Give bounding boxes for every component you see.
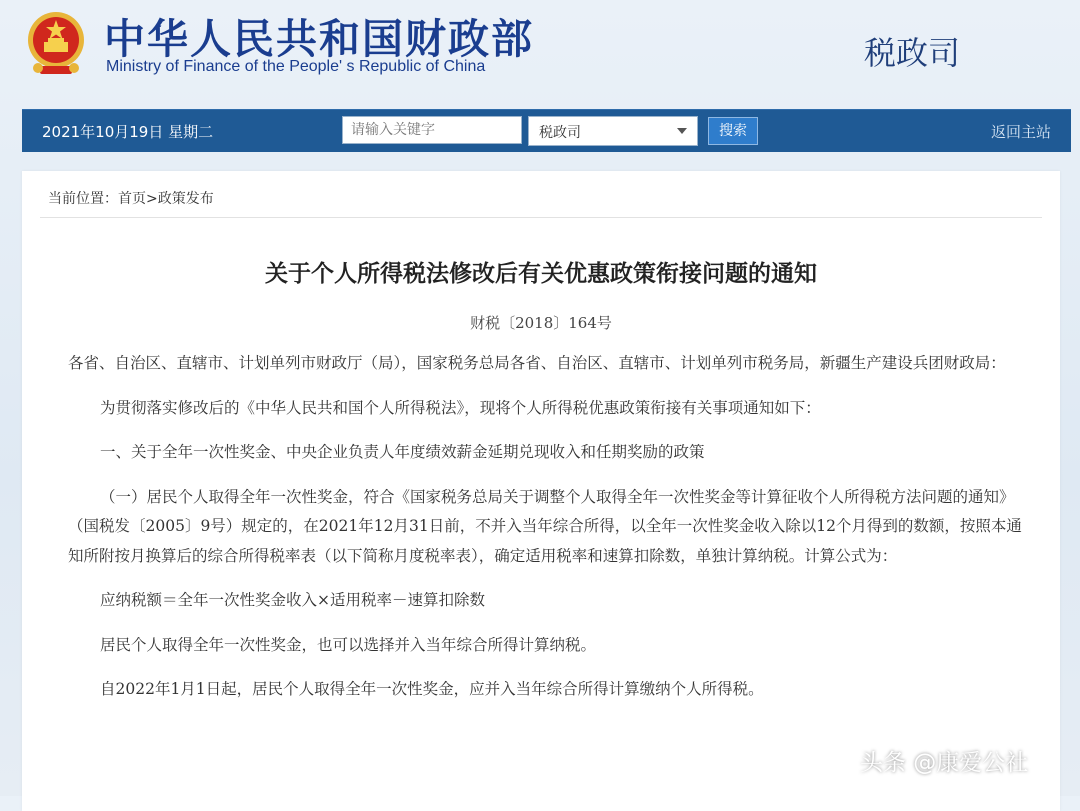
article-body bbox=[68, 349, 1028, 720]
paragraph-2022: 自2022年1月1日起，居民个人取得全年一次性奖金，应并入当年综合所得计算缴纳个人所得税。 bbox=[100, 680, 764, 698]
paragraph-formula: 应纳税额＝全年一次性奖金收入×适用税率－速算扣除数 bbox=[100, 591, 485, 609]
page-title: 关于个人所得税法修改后有关优惠政策衔接问题的通知 bbox=[265, 261, 817, 287]
paragraph-item-1: （一）居民个人取得全年一次性奖金，符合《国家税务总局关于调整个人取得全年一次性奖金等计算征收个人所得税方法问题的通知》（国税发〔2005〕9号）规定的，在2021年12月31日前，不并入当年综合所得，以全年一次性奖金收入除以12个月得到的数额，按照本通知所附按月换算后的综合所得税率表（以下简称月度税率表），确定适用税率和速算扣除数，单独计算纳税。计算公式为： bbox=[68, 487, 1022, 565]
watermark: 头条 @康爱公社 bbox=[860, 750, 1029, 776]
search-button[interactable]: 搜索 bbox=[708, 117, 758, 145]
breadcrumb: 当前位置：首页>政策发布 bbox=[48, 191, 214, 207]
category-select[interactable] bbox=[528, 116, 698, 146]
content-panel bbox=[22, 171, 1060, 811]
paragraph-addressees: 各省、自治区、直辖市、计划单列市财政厅（局），国家税务总局各省、自治区、直辖市、计划单列市税务局，新疆生产建设兵团财政局： bbox=[68, 354, 1006, 372]
national-emblem-icon bbox=[22, 8, 90, 78]
nav-bar bbox=[22, 109, 1071, 152]
site-header bbox=[0, 0, 1080, 100]
category-select-value: 税政司 bbox=[539, 125, 581, 141]
paragraph-intro: 为贯彻落实修改后的《中华人民共和国个人所得税法》，现将个人所得税优惠政策衔接有关事项通知如下： bbox=[100, 398, 821, 417]
site-title-cn[interactable]: 中华人民共和国财政部 bbox=[104, 15, 534, 63]
chevron-down-icon bbox=[677, 128, 687, 134]
home-link[interactable]: 返回主站 bbox=[990, 123, 1051, 141]
paragraph-option: 居民个人取得全年一次性奖金，也可以选择并入当年综合所得计算纳税。 bbox=[100, 635, 597, 654]
document-number: 财税〔2018〕164号 bbox=[470, 314, 612, 332]
current-date: 2021年10月19日 星期二 bbox=[42, 123, 214, 141]
divider bbox=[40, 217, 1042, 218]
search-input[interactable] bbox=[342, 116, 522, 144]
section-heading: 一、关于全年一次性奖金、中央企业负责人年度绩效薪金延期兑现收入和任期奖励的政策 bbox=[100, 443, 705, 461]
department-name: 税政司 bbox=[864, 34, 961, 72]
site-title-en[interactable]: Ministry of Finance of the People' s Republic of China bbox=[106, 58, 486, 75]
